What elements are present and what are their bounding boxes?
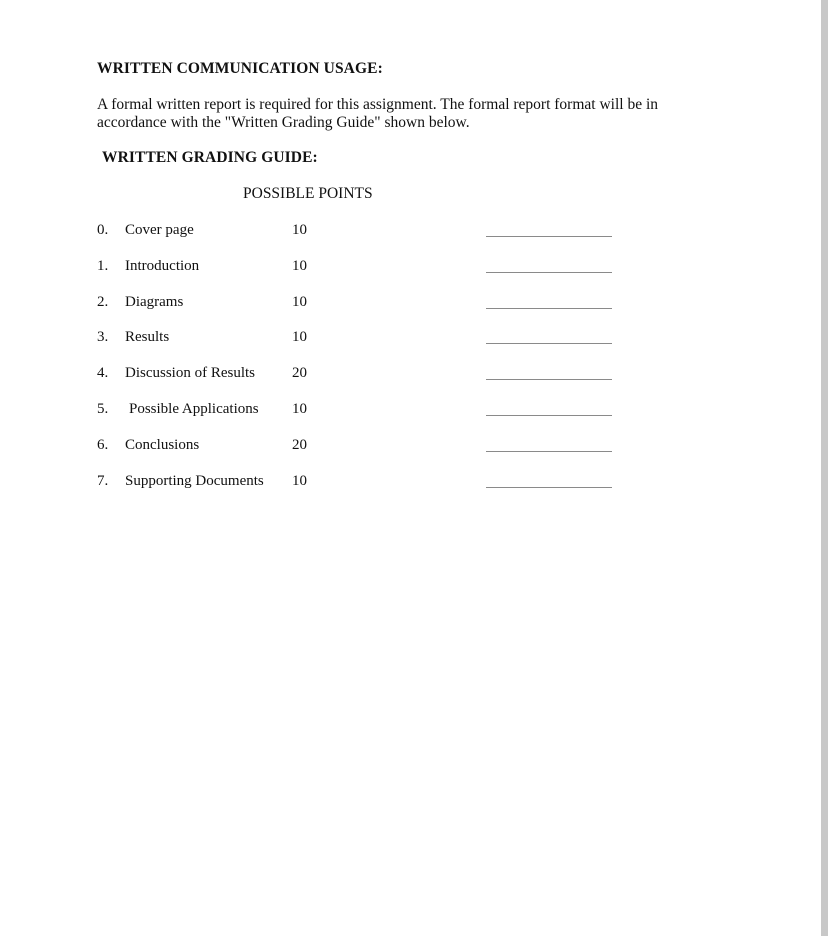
intro-paragraph: [97, 96, 697, 132]
item-label: Conclusions: [125, 437, 200, 453]
grading-row-3: [0, 329, 828, 349]
possible-points-header: POSSIBLE POINTS: [243, 185, 373, 202]
section-heading: WRITTEN COMMUNICATION USAGE:: [97, 60, 383, 77]
item-number: 4.: [97, 365, 109, 381]
score-blank-line: [486, 451, 612, 452]
item-number: 2.: [97, 294, 109, 310]
grading-row-2: [0, 294, 828, 314]
item-label: Possible Applications: [129, 401, 259, 417]
item-number: 0.: [97, 222, 109, 238]
score-blank-line: [486, 487, 612, 488]
grading-row-5: [0, 401, 828, 421]
intro-line-2: accordance with the "Written Grading Guide" shown below.: [97, 114, 470, 131]
item-number: 7.: [97, 473, 109, 489]
item-number: 6.: [97, 437, 109, 453]
item-label: Discussion of Results: [125, 365, 256, 381]
intro-line-1: A formal written report is required for this assignment. The formal report format will be in: [97, 96, 659, 113]
item-points: 20: [292, 365, 307, 381]
item-points: 10: [292, 258, 307, 274]
grading-row-0: [0, 222, 828, 242]
item-label: Supporting Documents: [125, 473, 264, 489]
item-label: Results: [125, 329, 170, 345]
score-blank-line: [486, 272, 612, 273]
score-blank-line: [486, 379, 612, 380]
item-number: 3.: [97, 329, 109, 345]
item-points: 20: [292, 437, 307, 453]
item-points: 10: [292, 401, 307, 417]
item-number: 5.: [97, 401, 109, 417]
item-label: Diagrams: [125, 294, 184, 310]
item-number: 1.: [97, 258, 109, 274]
item-points: 10: [292, 329, 307, 345]
item-points: 10: [292, 222, 307, 238]
page-edge-scrollbar[interactable]: [821, 0, 828, 936]
grading-guide-heading: WRITTEN GRADING GUIDE:: [102, 149, 318, 166]
grading-row-4: [0, 365, 828, 385]
score-blank-line: [486, 415, 612, 416]
score-blank-line: [486, 308, 612, 309]
grading-row-7: [0, 473, 828, 493]
grading-row-6: [0, 437, 828, 457]
item-points: 10: [292, 294, 307, 310]
item-label: Introduction: [125, 258, 200, 274]
score-blank-line: [486, 236, 612, 237]
item-points: 10: [292, 473, 307, 489]
grading-row-1: [0, 258, 828, 278]
score-blank-line: [486, 343, 612, 344]
item-label: Cover page: [125, 222, 194, 238]
